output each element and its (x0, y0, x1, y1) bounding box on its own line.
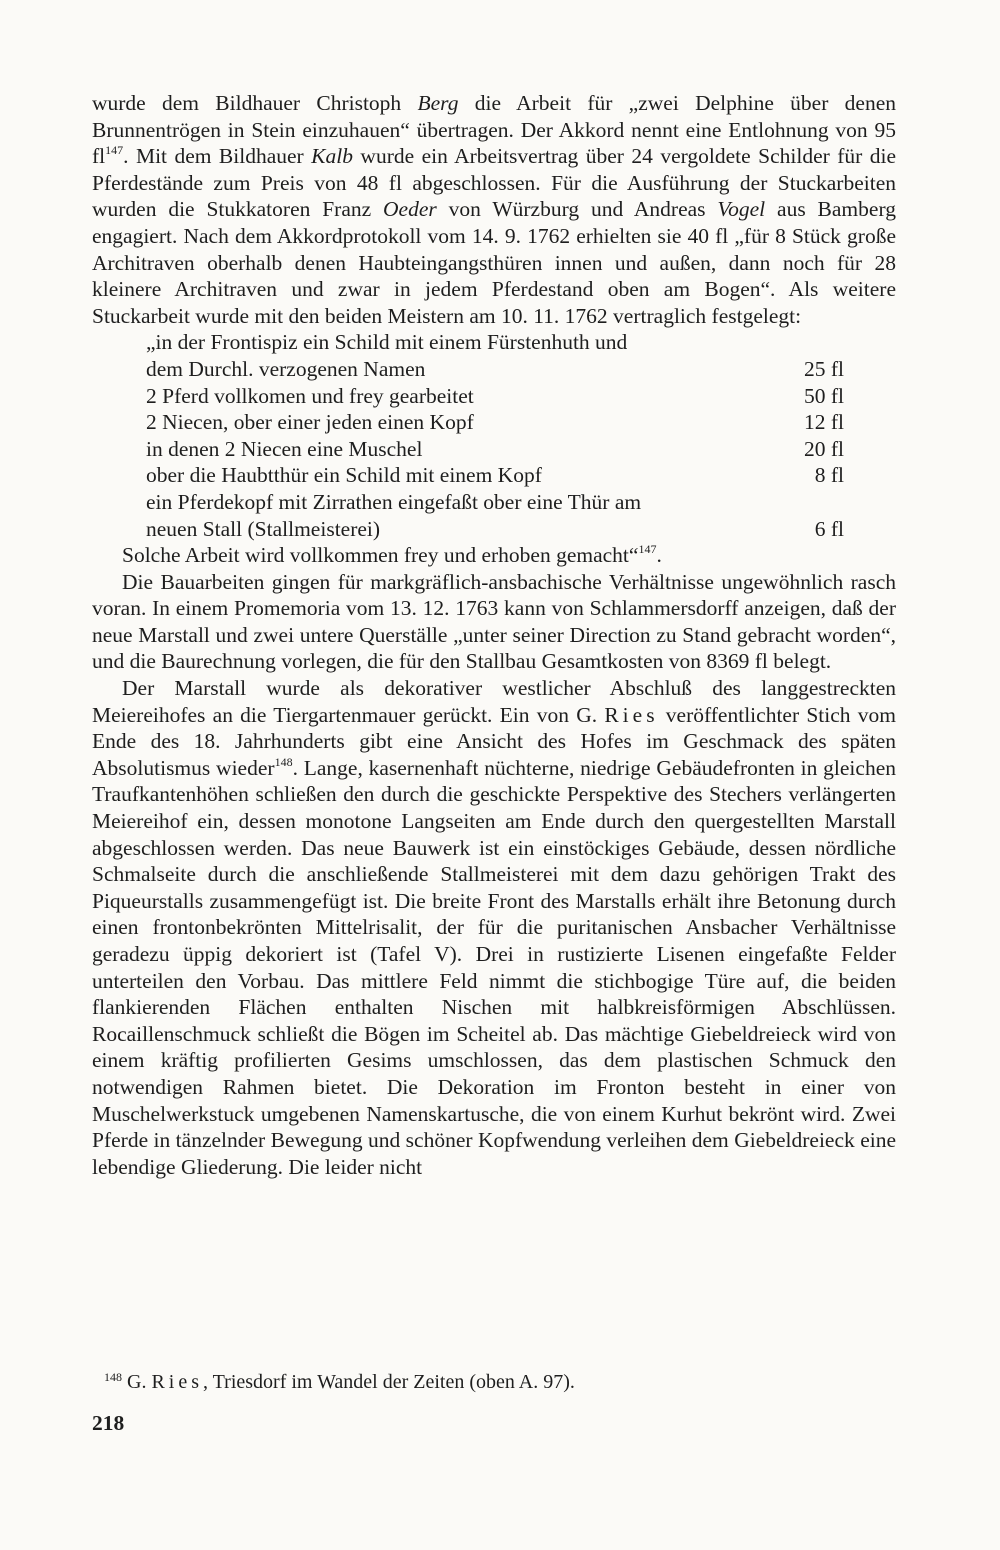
body-text (92, 90, 896, 1180)
quote-line-text: neuen Stall (Stallmeisterei) (146, 516, 381, 541)
paragraph-construction: Die Bauarbeiten gingen für markgräflich-ansbachische Verhältnisse ungewöhnlich rasch voran. In einem Promemoria vom 13. 12. 1763 kann von Schlammersdorff anzeigen, daß der neue Marstall und zwei untere Querställe „unter seiner Direction zu Stand gebracht worden“, und die Baurechnung vorlegen, die für den Stallbau Gesamtkosten von 8369 fl belegt. (92, 569, 896, 674)
page-number: 218 (92, 1411, 125, 1435)
text-run: , Triesdorf im Wandel der Zeiten (oben A. 97). (203, 1371, 575, 1393)
name-oeder: Oeder (383, 197, 437, 222)
text-run: veröffentlichter Stich vom Ende des 18. Jahrhunderts gibt eine Ansicht des Hofes im Geschmack des späten Absolutismus wieder (92, 702, 896, 780)
text-run: G. (122, 1371, 152, 1393)
text-run: aus Bamberg engagiert. Nach dem Akkordprotokoll vom 14. 9. 1762 erhielten sie 40 fl „für 8 Stück große Architraven oberhalb denen Haubteingangsthüren innen und außen, dann noch für 28 kleinere Architraven und zwar in jedem Pferdestand oben am Bogen“. Als weitere Stuckarbeit wurde mit den beiden Meistern am 10. 11. 1762 vertraglich festgelegt: (92, 197, 896, 328)
quote-line-text: in denen 2 Niecen eine Muschel (146, 436, 423, 461)
name-vogel: Vogel (717, 197, 766, 222)
quote-line-text: ein Pferdekopf mit Zirrathen eingefaßt ober eine Thür am (146, 489, 642, 514)
footnote-ref-147: 147 (105, 143, 124, 158)
quote-line (146, 383, 844, 410)
footnote-ref-148: 148 (274, 754, 293, 769)
quote-line (146, 329, 844, 356)
quote-line-amount: 50 fl (803, 383, 844, 408)
quote-line-amount: 6 fl (814, 516, 844, 541)
footnote-number: 148 (104, 1370, 122, 1384)
quote-line-amount: 12 fl (803, 410, 844, 435)
paragraph-marstall (92, 675, 896, 1180)
quote-closing (122, 542, 896, 569)
quote-line (146, 462, 844, 489)
quote-line-amount: 8 fl (814, 463, 844, 488)
quote-line-amount (828, 489, 844, 516)
text-run: von Würzburg und Andreas (436, 197, 718, 222)
text-run: Der Marstall wurde als dekorativer westlicher Abschluß des langgestreckten Meiereihofes an die Tiergartenmauer gerückt. Ein von G. (92, 676, 896, 727)
text-run: Solche Arbeit wird vollkommen frey und erhoben gemacht“ (122, 543, 639, 568)
text-run: . Lange, kasernenhaft nüchterne, niedrige Gebäudefronten in gleichen Traufkantenhöhen schließen den durch die geschickte Perspektive des Stechers verlängerten Meiereihof ein, dessen monotone Langseiten am Ende durch den quergestellten Marstall abgeschlossen werden. Das neue Bauwerk ist ein einstöckiges Gebäude, dessen nördliche Schmalseite durch die anschließende Stallmeisterei mit dem dazu gehörigen Trakt des Piqueurstalls zusammengefügt ist. Die breite Front des Marstalls erhält ihre Betonung durch einen frontonbekrönten Mittelrisalit, der für die puritanischen Ansbacher Verhältnisse geradezu üppig dekoriert ist (Tafel V). Drei in rustizierte Lisenen eingefaßte Felder unterteilen den Vorbau. Das mittlere Feld nimmt die stichbogige Türe auf, die beiden flankierenden Flächen enthalten Nischen mit halbkreisförmigen Abschlüssen. Rocaillenschmuck schließt die Bögen im Scheitel ab. Das mächtige Giebeldreieck wird von einem kräftig profilierten Gesims umschlossen, das dem plastischen Schmuck den notwendigen Rahmen bietet. Die Dekoration im Fronton besteht in einer von Muschelwerkstuck umgebenen Namenskartusche, die von einem Kurhut bekrönt wird. Zwei Pferde in tänzelnder Bewegung und schöner Kopfwendung verleihen dem Giebeldreieck eine lebendige Gliederung. Die leider nicht (92, 755, 896, 1179)
quote-line-amount (828, 329, 844, 356)
name-berg: Berg (417, 91, 459, 115)
text-run: wurde ein Arbeitsvertrag über 24 vergoldete Schilder für die Pferdestände zum Preis von 48 fl abgeschlossen. Für die Ausführung der Stuckarbeiten wurden die Stukkatoren Franz (92, 144, 896, 222)
footnote-ref-147: 147 (638, 542, 657, 557)
footnote-148 (104, 1369, 864, 1395)
quote-line (146, 409, 844, 436)
text-run: . Mit dem Bildhauer (123, 144, 312, 169)
quote-line-text: dem Durchl. verzogenen Namen (146, 356, 426, 381)
quote-line (146, 516, 844, 543)
quote-line-text: „in der Frontispiz ein Schild mit einem Fürstenhuth und (146, 330, 628, 355)
quote-line-amount: 20 fl (803, 436, 844, 461)
name-ries: Ries (604, 702, 659, 727)
name-ries: Ries (151, 1371, 204, 1393)
text-run: . (656, 543, 662, 568)
text-run: die Arbeit für „zwei Delphine über denen Brunnentrögen in Stein einzuhauen“ übertragen. Der Akkord nennt eine Entlohnung von 95 fl (92, 91, 896, 169)
quote-line-amount: 25 fl (803, 356, 844, 381)
name-kalb: Kalb (311, 144, 353, 169)
quote-line-text: 2 Pferd vollkomen und frey gearbeitet (146, 383, 474, 408)
quote-line-text: ober die Haubtthür ein Schild mit einem Kopf (146, 463, 542, 488)
quote-line (146, 356, 844, 383)
quote-line-text: 2 Niecen, ober einer jeden einen Kopf (146, 410, 474, 435)
quote-line (146, 489, 844, 516)
quote-line (146, 436, 844, 463)
paragraph-stucco-contracts (92, 90, 896, 329)
text-run: wurde dem Bildhauer Christoph (92, 91, 418, 115)
contract-quote (146, 329, 844, 542)
